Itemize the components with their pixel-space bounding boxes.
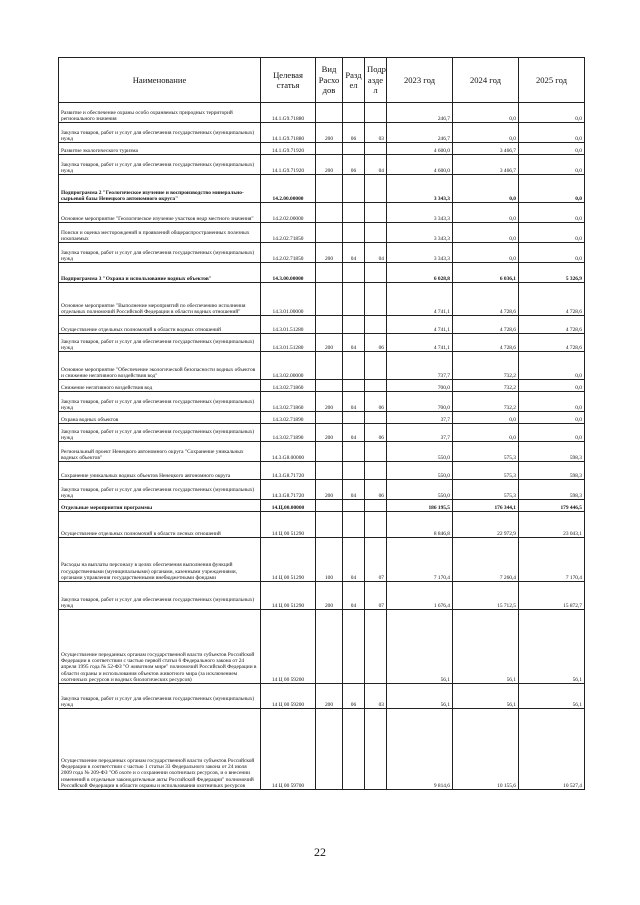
row-2025: 0,0 <box>519 155 585 175</box>
row-name: Охрана водных объектов <box>59 412 261 424</box>
row-2024: 0,0 <box>453 412 519 424</box>
row-2025: 4 728,6 <box>519 316 585 334</box>
row-name: Закупка товаров, работ и услуг для обеспечения государственных (муниципальных) нужд <box>59 155 261 175</box>
row-podrazdel <box>365 610 387 684</box>
row-name: Основное мероприятие "Выполнение мероприятий по обеспечению исполнения отдельных полномочий Российской Федерации в области водных отношений" <box>59 283 261 316</box>
row-2024: 732,2 <box>453 392 519 412</box>
row-target: 14 Ц 00 51290 <box>261 582 316 610</box>
row-name: Закупка товаров, работ и услуг для обеспечения государственных (муниципальных) нужд <box>59 392 261 412</box>
table-header-row <box>59 58 585 103</box>
row-podrazdel <box>365 442 387 462</box>
row-name: Закупка товаров, работ и услуг для обеспечения государственных (муниципальных) нужд <box>59 424 261 442</box>
row-2025: 56,1 <box>519 684 585 709</box>
row-target: 14.3.02.00000 <box>261 352 316 380</box>
page-number: 22 <box>314 845 326 859</box>
row-2024: 7 260,4 <box>453 538 519 582</box>
row-target: 14 Ц 00 51290 <box>261 512 316 538</box>
row-2023: 550,0 <box>387 480 453 500</box>
row-vid: 200 <box>316 123 343 143</box>
row-vid <box>316 462 343 480</box>
row-vid <box>316 103 343 123</box>
table-row <box>59 316 585 334</box>
row-2025: 0,0 <box>519 243 585 263</box>
row-podrazdel: 06 <box>365 424 387 442</box>
row-2024: 56,1 <box>453 610 519 684</box>
row-vid <box>316 283 343 316</box>
row-podrazdel <box>365 223 387 243</box>
row-2025: 23 043,1 <box>519 512 585 538</box>
row-vid: 200 <box>316 155 343 175</box>
table-row <box>59 462 585 480</box>
row-podrazdel: 04 <box>365 243 387 263</box>
table-row <box>59 500 585 512</box>
row-2025: 598,3 <box>519 462 585 480</box>
row-vid <box>316 203 343 223</box>
row-podrazdel <box>365 263 387 283</box>
row-2024: 4 728,6 <box>453 283 519 316</box>
row-2025: 0,0 <box>519 203 585 223</box>
budget-table <box>58 57 585 790</box>
row-2024: 3 466,7 <box>453 143 519 155</box>
row-2023: 4 600,0 <box>387 155 453 175</box>
table-row <box>59 263 585 283</box>
row-name: Закупка товаров, работ и услуг для обеспечения государственных (муниципальных) нужд <box>59 684 261 709</box>
row-razdel <box>343 512 365 538</box>
col-header-2024: 2024 год <box>453 58 519 103</box>
row-razdel <box>343 610 365 684</box>
row-2024: 732,2 <box>453 380 519 392</box>
row-podrazdel <box>365 316 387 334</box>
row-2023: 4 741,1 <box>387 334 453 352</box>
row-2024: 22 972,9 <box>453 512 519 538</box>
row-target: 14 Ц 00 59200 <box>261 684 316 709</box>
row-2023: 1 676,4 <box>387 582 453 610</box>
row-2024: 575,3 <box>453 442 519 462</box>
row-2023: 9 814,6 <box>387 709 453 790</box>
row-podrazdel <box>365 352 387 380</box>
table-row <box>59 334 585 352</box>
row-2023: 4 741,1 <box>387 316 453 334</box>
row-podrazdel: 07 <box>365 582 387 610</box>
row-2025: 56,1 <box>519 610 585 684</box>
row-razdel <box>343 412 365 424</box>
row-2025: 0,0 <box>519 175 585 203</box>
row-2025: 0,0 <box>519 412 585 424</box>
col-header-name: Наименование <box>59 58 261 103</box>
row-2024: 0,0 <box>453 424 519 442</box>
row-razdel <box>343 203 365 223</box>
row-vid <box>316 709 343 790</box>
row-vid <box>316 380 343 392</box>
row-vid <box>316 316 343 334</box>
row-vid: 200 <box>316 392 343 412</box>
table-row <box>59 582 585 610</box>
table-row <box>59 709 585 790</box>
table-row <box>59 480 585 500</box>
row-razdel <box>343 223 365 243</box>
row-razdel: 04 <box>343 392 365 412</box>
row-2025: 4 728,6 <box>519 334 585 352</box>
row-name: Основное мероприятие "Геологическое изучение участков недр местного значения" <box>59 203 261 223</box>
row-2023: 700,0 <box>387 392 453 412</box>
table-row <box>59 512 585 538</box>
row-vid: 200 <box>316 243 343 263</box>
row-target: 14.3.02.71890 <box>261 424 316 442</box>
row-razdel <box>343 380 365 392</box>
row-2025: 598,3 <box>519 442 585 462</box>
row-2024: 732,2 <box>453 352 519 380</box>
row-vid <box>316 442 343 462</box>
row-2023: 3 343,3 <box>387 175 453 203</box>
row-podrazdel <box>365 412 387 424</box>
row-name: Подпрограмма 2 "Геологическое изучение и воспроизводство минерально-сырьевой базы Ненецкого автономного округа" <box>59 175 261 203</box>
row-2024: 3 466,7 <box>453 155 519 175</box>
row-target: 14.3.00.00000 <box>261 263 316 283</box>
row-name: Поиски и оценка месторождений и проявлений общераспространенных полезных ископаемых <box>59 223 261 243</box>
table-row <box>59 175 585 203</box>
table-row <box>59 203 585 223</box>
col-header-vid: Вид Расхо дов <box>316 58 343 103</box>
row-2025: 0,0 <box>519 143 585 155</box>
row-target: 14.2.02.71850 <box>261 243 316 263</box>
row-2024: 0,0 <box>453 175 519 203</box>
row-razdel: 04 <box>343 334 365 352</box>
table-row <box>59 380 585 392</box>
row-2023: 56,1 <box>387 684 453 709</box>
row-vid <box>316 512 343 538</box>
row-name: Осуществление переданных органам государственной власти субъектов Российской Федерации в соответствии с частью 1 статьи 33 Федерального закона от 24 июля 2009 года № 209-ФЗ "Об охоте и о сохранении охотничьих ресурсов, и о внесении изменений в отдельные законодательные акты Российской Федерации" полномочий Российской Федерации в области охраны и использования охотничьих ресурсов <box>59 709 261 790</box>
row-podrazdel: 06 <box>365 480 387 500</box>
row-2025: 7 170,4 <box>519 538 585 582</box>
row-podrazdel <box>365 143 387 155</box>
row-vid <box>316 143 343 155</box>
row-2025: 0,0 <box>519 352 585 380</box>
row-2024: 56,1 <box>453 684 519 709</box>
row-name: Расходы на выплаты персоналу в целях обеспечения выполнения функций государственными (муниципальными) органами, казенными учреждениями, органами управления государственными внебюджетными фондами <box>59 538 261 582</box>
row-2024: 4 728,6 <box>453 334 519 352</box>
row-target: 14.Ц.00.00000 <box>261 500 316 512</box>
row-2024: 10 155,6 <box>453 709 519 790</box>
table-row <box>59 538 585 582</box>
row-razdel <box>343 283 365 316</box>
row-target: 14.1.G9.71920 <box>261 143 316 155</box>
row-2024: 575,3 <box>453 462 519 480</box>
row-vid <box>316 500 343 512</box>
row-razdel: 04 <box>343 582 365 610</box>
row-razdel <box>343 103 365 123</box>
col-header-2025: 2025 год <box>519 58 585 103</box>
row-razdel <box>343 143 365 155</box>
row-2023: 186 195,5 <box>387 500 453 512</box>
row-name: Осуществление переданных органам государственной власти субъектов Российской Федерации в соответствии с частью первой статьи 6 Федерального закона от 24 апреля 1995 года № 52-ФЗ "О животном мире" полномочий Российской Федерации в области охраны и использования объектов животного мира (за исключением охотничьих ресурсов и водных биологических ресурсов) <box>59 610 261 684</box>
row-vid <box>316 412 343 424</box>
row-podrazdel <box>365 709 387 790</box>
row-2025: 598,3 <box>519 480 585 500</box>
row-target: 14.3.G8.00000 <box>261 442 316 462</box>
row-razdel <box>343 316 365 334</box>
row-2025: 0,0 <box>519 223 585 243</box>
row-2023: 6 028,8 <box>387 263 453 283</box>
row-2024: 0,0 <box>453 103 519 123</box>
row-target: 14.3.G8.71720 <box>261 480 316 500</box>
row-2023: 4 741,1 <box>387 283 453 316</box>
row-2023: 4 600,0 <box>387 143 453 155</box>
row-name: Сохранение уникальных водных объектов Ненецкого автономного округа <box>59 462 261 480</box>
row-razdel: 04 <box>343 243 365 263</box>
row-vid <box>316 263 343 283</box>
row-podrazdel: 04 <box>365 155 387 175</box>
row-2023: 37,7 <box>387 424 453 442</box>
row-name: Отдельные мероприятия программы <box>59 500 261 512</box>
row-2023: 3 343,3 <box>387 243 453 263</box>
row-2024: 4 728,6 <box>453 316 519 334</box>
row-name: Подпрограмма 3 "Охрана и использование водных объектов" <box>59 263 261 283</box>
row-2023: 3 343,3 <box>387 203 453 223</box>
row-2024: 6 036,1 <box>453 263 519 283</box>
row-vid: 200 <box>316 582 343 610</box>
row-2024: 575,3 <box>453 480 519 500</box>
table-row <box>59 283 585 316</box>
table-row <box>59 123 585 143</box>
row-target: 14.2.02.71850 <box>261 223 316 243</box>
row-2025: 0,0 <box>519 424 585 442</box>
row-target: 14.3.G8.71720 <box>261 462 316 480</box>
row-2025: 15 872,7 <box>519 582 585 610</box>
row-2025: 0,0 <box>519 392 585 412</box>
row-name: Закупка товаров, работ и услуг для обеспечения государственных (муниципальных) нужд <box>59 334 261 352</box>
row-2024: 0,0 <box>453 223 519 243</box>
row-razdel <box>343 263 365 283</box>
row-2025: 0,0 <box>519 380 585 392</box>
row-vid <box>316 223 343 243</box>
row-podrazdel <box>365 103 387 123</box>
table-row <box>59 392 585 412</box>
row-razdel: 04 <box>343 480 365 500</box>
row-razdel <box>343 709 365 790</box>
row-2023: 246,7 <box>387 123 453 143</box>
row-name: Закупка товаров, работ и услуг для обеспечения государственных (муниципальных) нужд <box>59 243 261 263</box>
row-target: 14.3.01.51280 <box>261 316 316 334</box>
row-target: 14.2.02.00000 <box>261 203 316 223</box>
table-row <box>59 684 585 709</box>
row-name: Развитие и обеспечение охраны особо охраняемых природных территорий регионального значения <box>59 103 261 123</box>
row-2023: 550,0 <box>387 442 453 462</box>
row-vid <box>316 352 343 380</box>
row-podrazdel: 06 <box>365 392 387 412</box>
row-podrazdel <box>365 512 387 538</box>
row-2023: 246,7 <box>387 103 453 123</box>
row-vid: 200 <box>316 334 343 352</box>
row-razdel <box>343 175 365 203</box>
col-header-razdel: Разд ел <box>343 58 365 103</box>
row-target: 14 Ц 00 59700 <box>261 709 316 790</box>
table-row <box>59 243 585 263</box>
row-razdel <box>343 500 365 512</box>
table-row <box>59 103 585 123</box>
row-podrazdel <box>365 203 387 223</box>
row-name: Развитие экологического туризма <box>59 143 261 155</box>
row-vid: 200 <box>316 684 343 709</box>
row-podrazdel: 06 <box>365 334 387 352</box>
row-2023: 7 170,4 <box>387 538 453 582</box>
row-2023: 737,7 <box>387 352 453 380</box>
row-name: Закупка товаров, работ и услуг для обеспечения государственных (муниципальных) нужд <box>59 582 261 610</box>
row-podrazdel: 03 <box>365 123 387 143</box>
row-2023: 37,7 <box>387 412 453 424</box>
row-podrazdel <box>365 175 387 203</box>
row-2025: 4 728,6 <box>519 283 585 316</box>
col-header-target: Целевая статья <box>261 58 316 103</box>
row-razdel <box>343 352 365 380</box>
row-vid: 100 <box>316 538 343 582</box>
row-2023: 550,0 <box>387 462 453 480</box>
table-row <box>59 223 585 243</box>
row-target: 14.1.G9.71880 <box>261 103 316 123</box>
row-2023: 3 343,3 <box>387 223 453 243</box>
row-razdel: 06 <box>343 123 365 143</box>
row-2024: 0,0 <box>453 203 519 223</box>
table-row <box>59 424 585 442</box>
row-target: 14.1.G9.71880 <box>261 123 316 143</box>
row-2025: 179 446,5 <box>519 500 585 512</box>
row-name: Закупка товаров, работ и услуг для обеспечения государственных (муниципальных) нужд <box>59 480 261 500</box>
row-name: Закупка товаров, работ и услуг для обеспечения государственных (муниципальных) нужд <box>59 123 261 143</box>
row-name: Региональный проект Ненецкого автономного округа "Сохранение уникальных водных объектов" <box>59 442 261 462</box>
row-razdel: 06 <box>343 155 365 175</box>
row-target: 14.1.G9.71920 <box>261 155 316 175</box>
table-row <box>59 155 585 175</box>
row-target: 14.3.02.71860 <box>261 392 316 412</box>
row-2025: 5 326,9 <box>519 263 585 283</box>
row-razdel: 06 <box>343 684 365 709</box>
row-target: 14.3.01.00000 <box>261 283 316 316</box>
row-razdel: 04 <box>343 538 365 582</box>
row-podrazdel <box>365 462 387 480</box>
table-body <box>59 103 585 790</box>
row-razdel: 04 <box>343 424 365 442</box>
row-vid: 200 <box>316 480 343 500</box>
table-row <box>59 442 585 462</box>
row-2024: 0,0 <box>453 243 519 263</box>
row-podrazdel <box>365 500 387 512</box>
row-razdel <box>343 462 365 480</box>
row-target: 14.2.00.00000 <box>261 175 316 203</box>
row-2024: 176 344,1 <box>453 500 519 512</box>
row-name: Осуществление отдельных полномочий в области лесных отношений <box>59 512 261 538</box>
row-vid <box>316 175 343 203</box>
row-razdel <box>343 442 365 462</box>
row-name: Основное мероприятие "Обеспечение экологической безопасности водных объектов и снижение негативного воздействия вод" <box>59 352 261 380</box>
row-2023: 700,0 <box>387 380 453 392</box>
row-target: 14.3.02.71860 <box>261 380 316 392</box>
row-name: Осуществление отдельных полномочий в области водных отношений <box>59 316 261 334</box>
row-name: Снижение негативного воздействия вод <box>59 380 261 392</box>
row-2025: 0,0 <box>519 123 585 143</box>
row-2024: 15 712,5 <box>453 582 519 610</box>
row-target: 14.3.01.51280 <box>261 334 316 352</box>
row-2024: 0,0 <box>453 123 519 143</box>
row-vid: 200 <box>316 424 343 442</box>
table-row <box>59 143 585 155</box>
row-2025: 10 527,4 <box>519 709 585 790</box>
row-podrazdel: 03 <box>365 684 387 709</box>
table-row <box>59 610 585 684</box>
table-row <box>59 412 585 424</box>
row-2025: 0,0 <box>519 103 585 123</box>
table-row <box>59 352 585 380</box>
row-2023: 8 846,8 <box>387 512 453 538</box>
row-podrazdel <box>365 380 387 392</box>
row-2023: 56,1 <box>387 610 453 684</box>
row-target: 14 Ц 00 59200 <box>261 610 316 684</box>
row-podrazdel <box>365 283 387 316</box>
row-podrazdel: 07 <box>365 538 387 582</box>
col-header-2023: 2023 год <box>387 58 453 103</box>
col-header-podrazdel: Подр азде л <box>365 58 387 103</box>
row-target: 14 Ц 00 51290 <box>261 538 316 582</box>
row-target: 14.3.02.71890 <box>261 412 316 424</box>
row-vid <box>316 610 343 684</box>
